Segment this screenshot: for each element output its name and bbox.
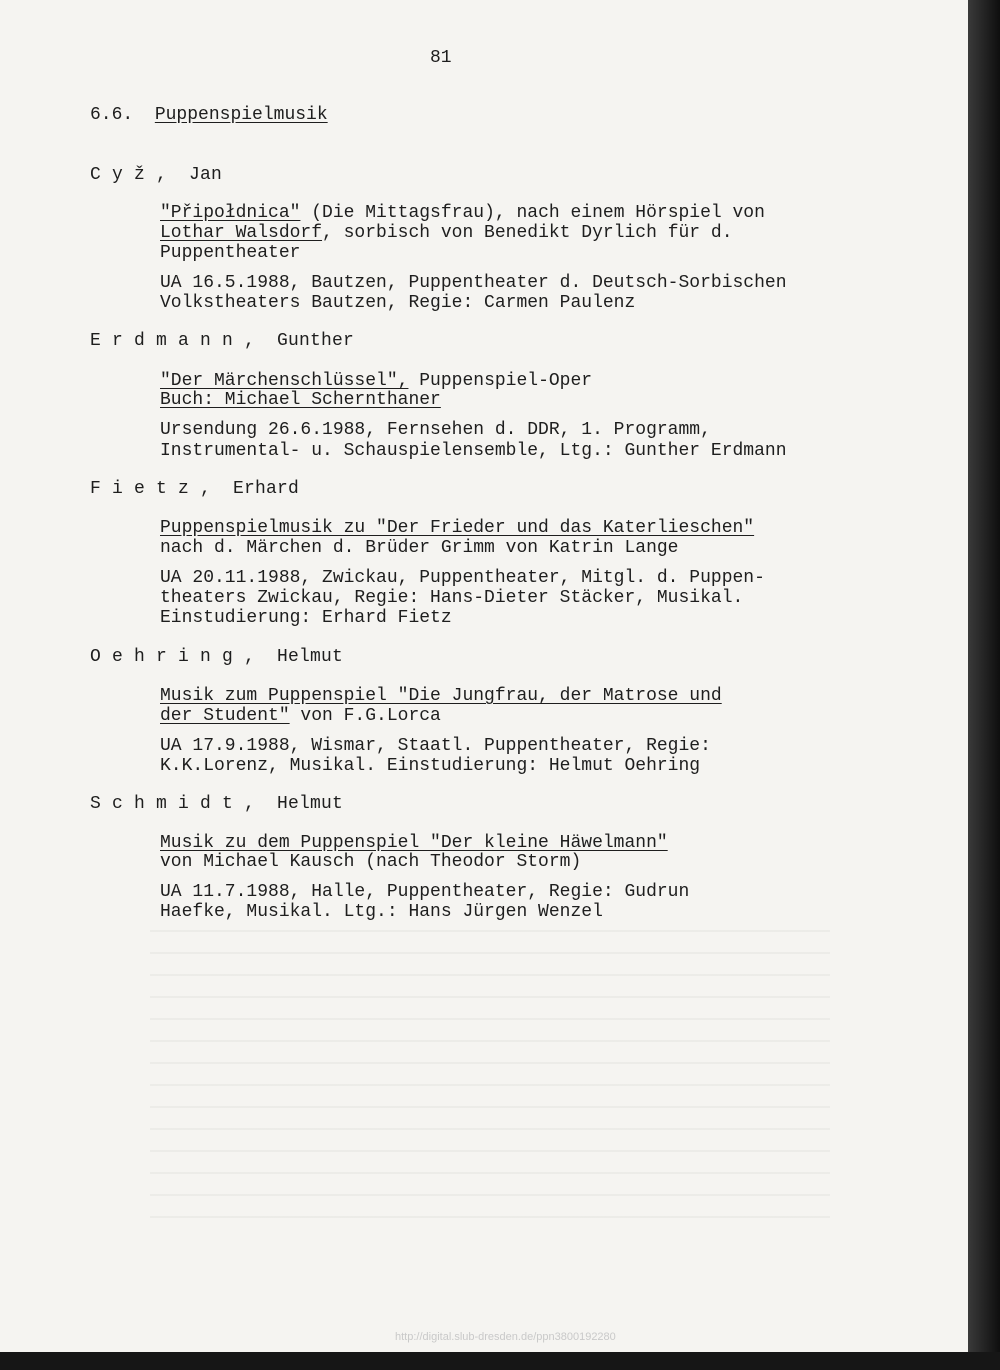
bleed-through-texture [150, 930, 830, 1220]
performance-info: UA 16.5.1988, Bautzen, Puppentheater d. Deutsch-Sorbischen [160, 273, 787, 293]
performance-info: K.K.Lorenz, Musikal. Einstudierung: Helmut Oehring [160, 756, 701, 776]
section-title: Puppenspielmusik [154, 105, 328, 125]
work-title-cont: Puppentheater [160, 243, 301, 263]
composer-name: F i e t z , Erhard [90, 479, 300, 499]
work-title-cont: Buch: Michael Schernthaner [160, 390, 441, 410]
performance-info: UA 11.7.1988, Halle, Puppentheater, Regie: Gudrun [160, 882, 690, 902]
source-url-watermark: http://digital.slub-dresden.de/ppn3800192280 [395, 1331, 616, 1343]
work-title-cont: nach d. Märchen d. Brüder Grimm von Katrin Lange [160, 538, 679, 558]
composer-name: C y ž , Jan [90, 165, 223, 185]
composer-name: S c h m i d t , Helmut [90, 794, 344, 814]
work-title: Musik zu dem Puppenspiel "Der kleine Häwelmann" [160, 833, 668, 853]
work-title: "Der Märchenschlüssel", Puppenspiel-Oper [160, 371, 593, 391]
performance-info: Einstudierung: Erhard Fietz [160, 608, 452, 628]
section-number: 6.6. [90, 105, 134, 125]
work-title: Puppenspielmusik zu "Der Frieder und das Katerlieschen" [160, 518, 755, 538]
work-title-cont: von Michael Kausch (nach Theodor Storm) [160, 852, 582, 872]
performance-info: Haefke, Musikal. Ltg.: Hans Jürgen Wenzel [160, 902, 603, 922]
performance-info: Instrumental- u. Schauspielensemble, Ltg.: Gunther Erdmann [160, 441, 787, 461]
book-spine-edge [968, 0, 1000, 1370]
performance-info: Ursendung 26.6.1988, Fernsehen d. DDR, 1. Programm, [160, 420, 711, 440]
performance-info: Volkstheaters Bautzen, Regie: Carmen Paulenz [160, 293, 636, 313]
performance-info: theaters Zwickau, Regie: Hans-Dieter Stäcker, Musikal. [160, 588, 744, 608]
composer-name: O e h r i n g , Helmut [90, 647, 344, 667]
section-heading [90, 105, 328, 125]
performance-info: UA 20.11.1988, Zwickau, Puppentheater, Mitgl. d. Puppen- [160, 568, 765, 588]
page-number: 81 [430, 48, 452, 68]
performance-info: UA 17.9.1988, Wismar, Staatl. Puppentheater, Regie: [160, 736, 711, 756]
work-title: Musik zum Puppenspiel "Die Jungfrau, der Matrose und [160, 686, 722, 706]
work-title-cont: Lothar Walsdorf, sorbisch von Benedikt Dyrlich für d. [160, 223, 733, 243]
work-title: "Připołdnica" (Die Mittagsfrau), nach einem Hörspiel von [160, 203, 765, 223]
composer-name: E r d m a n n , Gunther [90, 331, 355, 351]
scan-bottom-border [0, 1352, 1000, 1370]
work-title-cont: der Student" von F.G.Lorca [160, 706, 441, 726]
